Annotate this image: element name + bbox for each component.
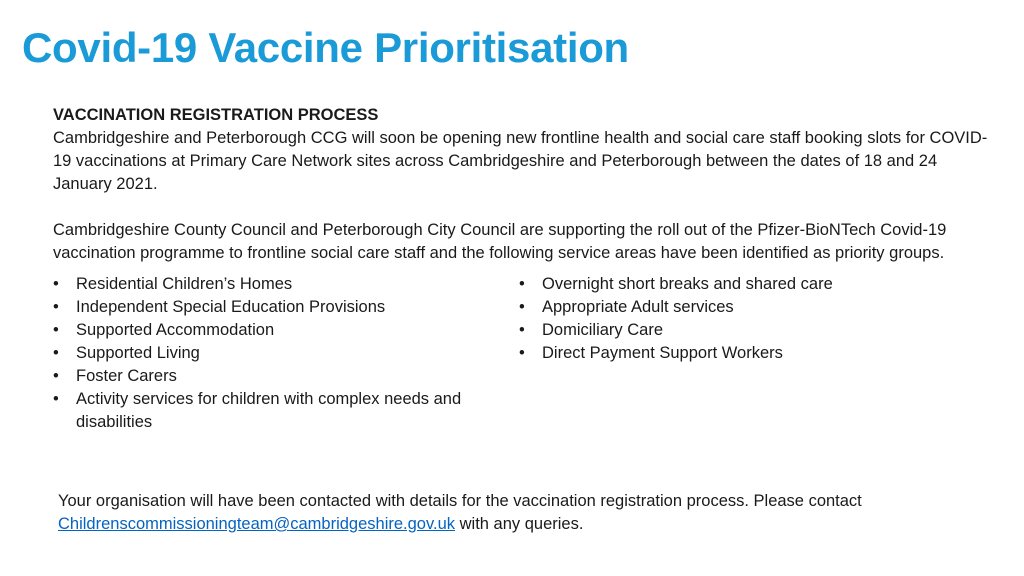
support-paragraph: Cambridgeshire County Council and Peterborough City Council are supporting the roll out of the Pfizer-BioNTech Covid-19 vaccination programme to frontline social care staff and the following service areas have been identified as priority groups. — [53, 221, 947, 262]
list-item: • Supported Living — [53, 342, 519, 365]
intro-paragraph: Cambridgeshire and Peterborough CCG will soon be opening new frontline health and social care staff booking slots for COVID-19 vaccinations at Primary Care Network sites across Cambridgeshire and Peterborough between the dates of 18 and 24 January 2021. — [53, 129, 988, 193]
list-item: • Supported Accommodation — [53, 319, 519, 342]
priority-list-left — [53, 273, 519, 434]
section-heading: VACCINATION REGISTRATION PROCESS — [53, 106, 379, 124]
contact-email-link[interactable]: Childrenscommissioningteam@cambridgeshire.gov.uk — [58, 515, 456, 533]
list-item: • Residential Children’s Homes — [53, 273, 519, 296]
list-item: • Overnight short breaks and shared care — [519, 273, 989, 296]
list-item: • Direct Payment Support Workers — [519, 342, 989, 365]
contact-text-before: Your organisation will have been contacted with details for the vaccination registration process. Please contact — [58, 492, 862, 510]
list-item: • Appropriate Adult services — [519, 296, 989, 319]
list-item: • Domiciliary Care — [519, 319, 989, 342]
priority-list-right — [519, 273, 989, 434]
priority-groups — [53, 273, 998, 434]
contact-text-after: with any queries. — [455, 515, 584, 533]
list-item: • Foster Carers — [53, 365, 519, 388]
page-title: Covid-19 Vaccine Prioritisation — [22, 24, 629, 71]
list-item: • Activity services for children with complex needs and disabilities — [53, 388, 519, 434]
registration-section — [53, 104, 998, 434]
contact-note — [58, 490, 958, 536]
list-item: • Independent Special Education Provisions — [53, 296, 519, 319]
